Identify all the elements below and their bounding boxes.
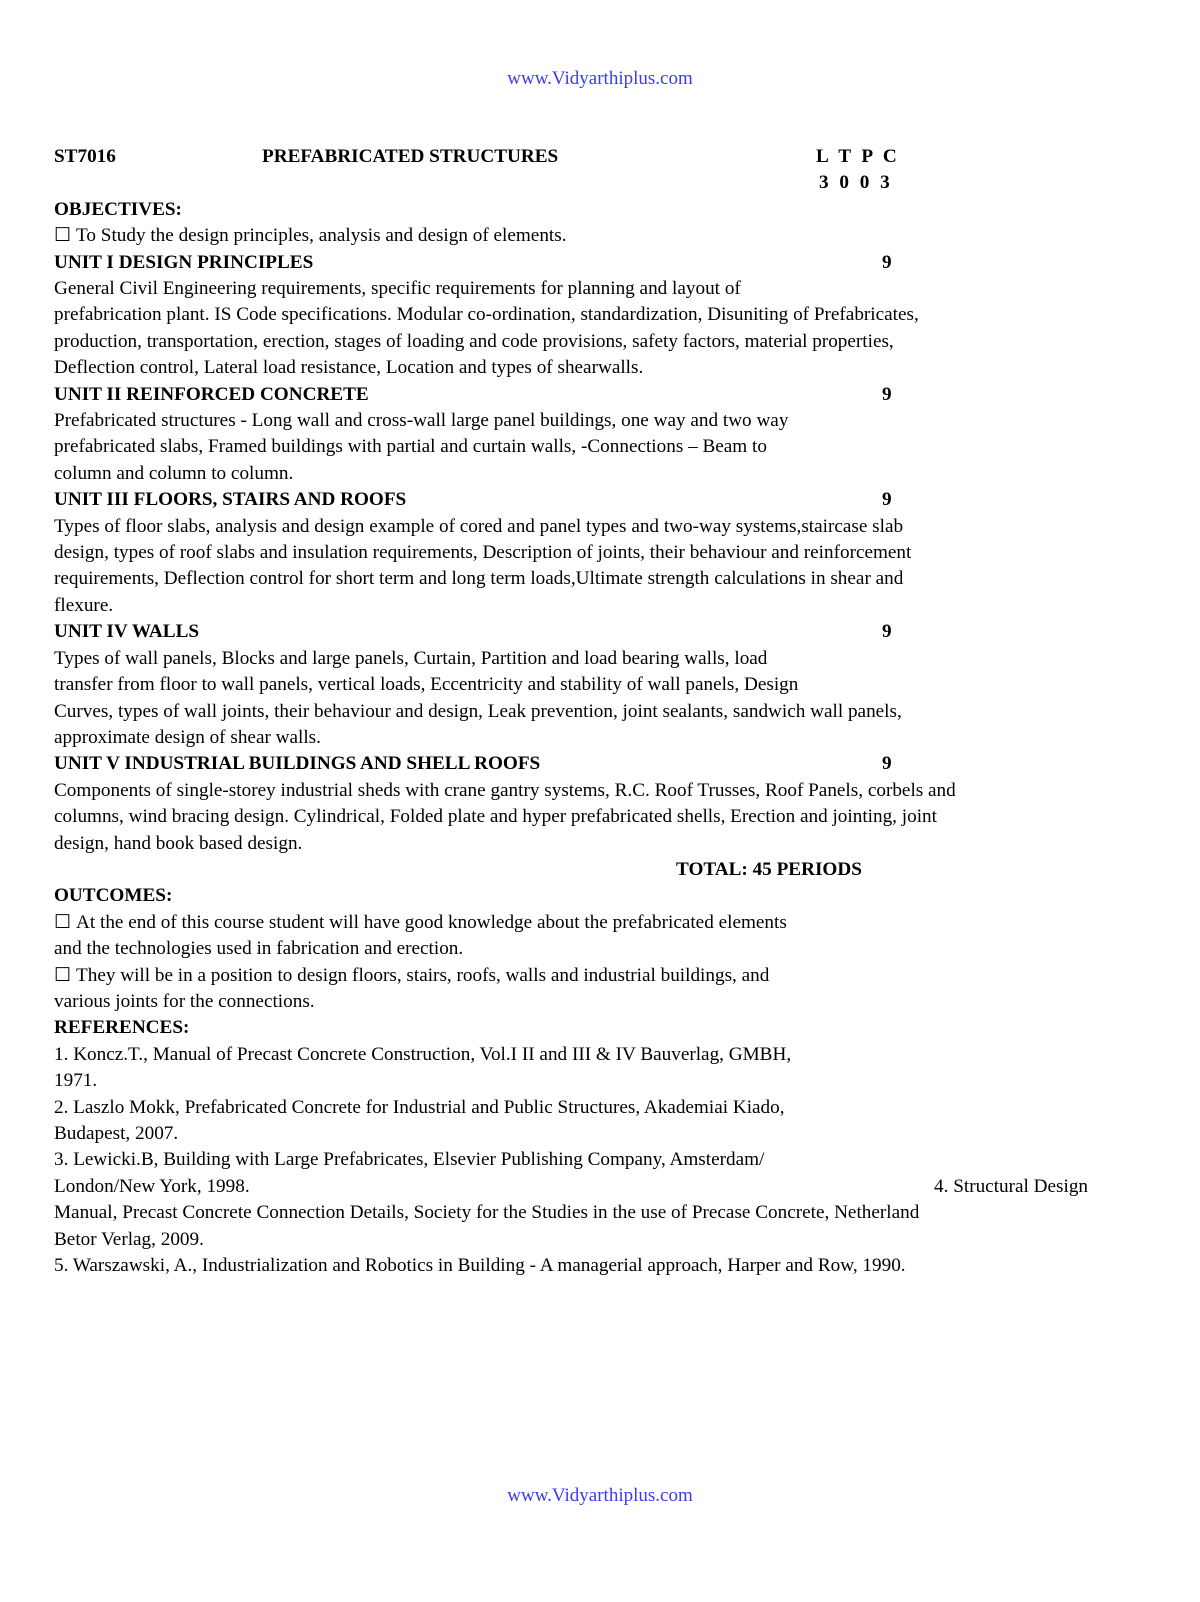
objective-text: To Study the design principles, analysis and design of elements. (76, 225, 567, 247)
reference-line: 2. Laszlo Mokk, Prefabricated Concrete for Industrial and Public Structures, Akademiai Kiado, (54, 1096, 785, 1118)
objectives-heading: OBJECTIVES: (54, 198, 182, 220)
outcomes-body (54, 910, 1154, 1016)
reference-line: Budapest, 2007. (54, 1122, 179, 1144)
top-site-link[interactable]: www.Vidyarthiplus.com (507, 68, 693, 89)
reference-line: 1. Koncz.T., Manual of Precast Concrete Construction, Vol.I II and III & IV Bauverlag, GMBH, (54, 1043, 792, 1065)
unit-line: General Civil Engineering requirements, specific requirements for planning and layout of (54, 278, 741, 299)
unit-line: Types of wall panels, Blocks and large panels, Curtain, Partition and load bearing walls, load (54, 647, 768, 669)
unit-line: approximate design of shear walls. (54, 726, 321, 748)
reference-line: Betor Verlag, 2009. (54, 1228, 204, 1250)
course-header (54, 144, 1154, 170)
outcome-line (54, 910, 1154, 936)
reference-text: London/New York, 1998. (54, 1175, 250, 1197)
total-periods: TOTAL: 45 PERIODS (676, 858, 862, 880)
unit-line: Deflection control, Lateral load resistance, Location and types of shearwalls. (54, 357, 644, 379)
total-row (54, 857, 1154, 883)
reference-4-start: 4. Structural Design (934, 1175, 1089, 1197)
outcome-line: various joints for the connections. (54, 990, 315, 1012)
reference-line: 5. Warszawski, A., Industrialization and Robotics in Building - A managerial approach, Harper and Row, 1990. (54, 1255, 906, 1277)
unit-title: UNIT IV WALLS (54, 621, 200, 643)
unit-4-body (54, 646, 1154, 752)
unit-line: production, transportation, erection, stages of loading and code provisions, safety factors, material properties, (54, 330, 894, 352)
references-body (54, 1042, 1154, 1280)
outcomes-heading: OUTCOMES: (54, 885, 173, 907)
ltpc-label: L T P C (816, 146, 900, 167)
references-heading: REFERENCES: (54, 1017, 190, 1039)
unit-title: UNIT II REINFORCED CONCRETE (54, 383, 369, 405)
unit-hours: 9 (882, 251, 892, 273)
outcome-text: They will be in a position to design floors, stairs, roofs, walls and industrial buildings, and (76, 964, 770, 986)
unit-hours: 9 (882, 621, 892, 643)
unit-1-body (54, 276, 1154, 382)
objective-item (54, 223, 1154, 249)
course-code: ST7016 (54, 146, 116, 167)
checkbox-bullet-icon: ☐ (54, 964, 72, 986)
reference-line: 1971. (54, 1070, 98, 1092)
bottom-site-link[interactable]: www.Vidyarthiplus.com (507, 1485, 693, 1506)
unit-title: UNIT V INDUSTRIAL BUILDINGS AND SHELL ROOFS (54, 753, 541, 775)
unit-3-heading (54, 487, 1154, 513)
course-title: PREFABRICATED STRUCTURES (262, 146, 559, 167)
unit-line: columns, wind bracing design. Cylindrical, Folded plate and hyper prefabricated shells, Erection and jointing, joint (54, 806, 937, 828)
checkbox-bullet-icon: ☐ (54, 911, 72, 933)
unit-line: design, hand book based design. (54, 832, 303, 854)
unit-line: flexure. (54, 594, 114, 616)
ltpc-values-row (54, 170, 1154, 196)
ltpc-values: 3 0 0 3 (819, 172, 893, 194)
reference-line: 3. Lewicki.B, Building with Large Prefabricates, Elsevier Publishing Company, Amsterdam/ (54, 1149, 765, 1171)
reference-line (54, 1174, 1154, 1200)
unit-hours: 9 (882, 753, 892, 775)
unit-line: Curves, types of wall joints, their behaviour and design, Leak prevention, joint sealants, sandwich wall panels, (54, 700, 902, 722)
unit-3-body (54, 514, 1154, 620)
unit-line: requirements, Deflection control for short term and long term loads,Ultimate strength calculations in shear and (54, 568, 904, 590)
unit-line: Types of floor slabs, analysis and design example of cored and panel types and two-way systems,staircase slab (54, 515, 904, 537)
unit-hours: 9 (882, 489, 892, 511)
unit-line: prefabricated slabs, Framed buildings with partial and curtain walls, -Connections – Beam to (54, 436, 767, 458)
unit-line: Components of single-storey industrial sheds with crane gantry systems, R.C. Roof Trusses, Roof Panels, corbels and (54, 779, 956, 801)
reference-line: Manual, Precast Concrete Connection Details, Society for the Studies in the use of Precase Concrete, Netherland (54, 1202, 920, 1224)
outcome-text: At the end of this course student will have good knowledge about the prefabricated elements (76, 911, 787, 933)
unit-1-heading (54, 250, 1154, 276)
outcome-line (54, 963, 1154, 989)
unit-title: UNIT I DESIGN PRINCIPLES (54, 251, 314, 273)
unit-2-heading (54, 382, 1154, 408)
unit-line: transfer from floor to wall panels, vertical loads, Eccentricity and stability of wall panels, Design (54, 674, 799, 696)
outcome-line: and the technologies used in fabrication and erection. (54, 938, 464, 960)
unit-title: UNIT III FLOORS, STAIRS AND ROOFS (54, 489, 407, 511)
unit-line: column and column to column. (54, 462, 294, 484)
unit-2-body (54, 408, 1154, 487)
checkbox-bullet-icon: ☐ (54, 225, 72, 247)
unit-5-body (54, 778, 1154, 857)
unit-line: Prefabricated structures - Long wall and cross-wall large panel buildings, one way and two way (54, 410, 789, 432)
unit-4-heading (54, 619, 1154, 645)
unit-hours: 9 (882, 383, 892, 405)
syllabus-content (54, 144, 1154, 1279)
unit-line: design, types of roof slabs and insulation requirements, Description of joints, their behaviour and reinforcement (54, 542, 912, 564)
unit-line: prefabrication plant. IS Code specifications. Modular co-ordination, standardization, Disuniting of Prefabricates, (54, 304, 919, 326)
unit-5-heading (54, 751, 1154, 777)
